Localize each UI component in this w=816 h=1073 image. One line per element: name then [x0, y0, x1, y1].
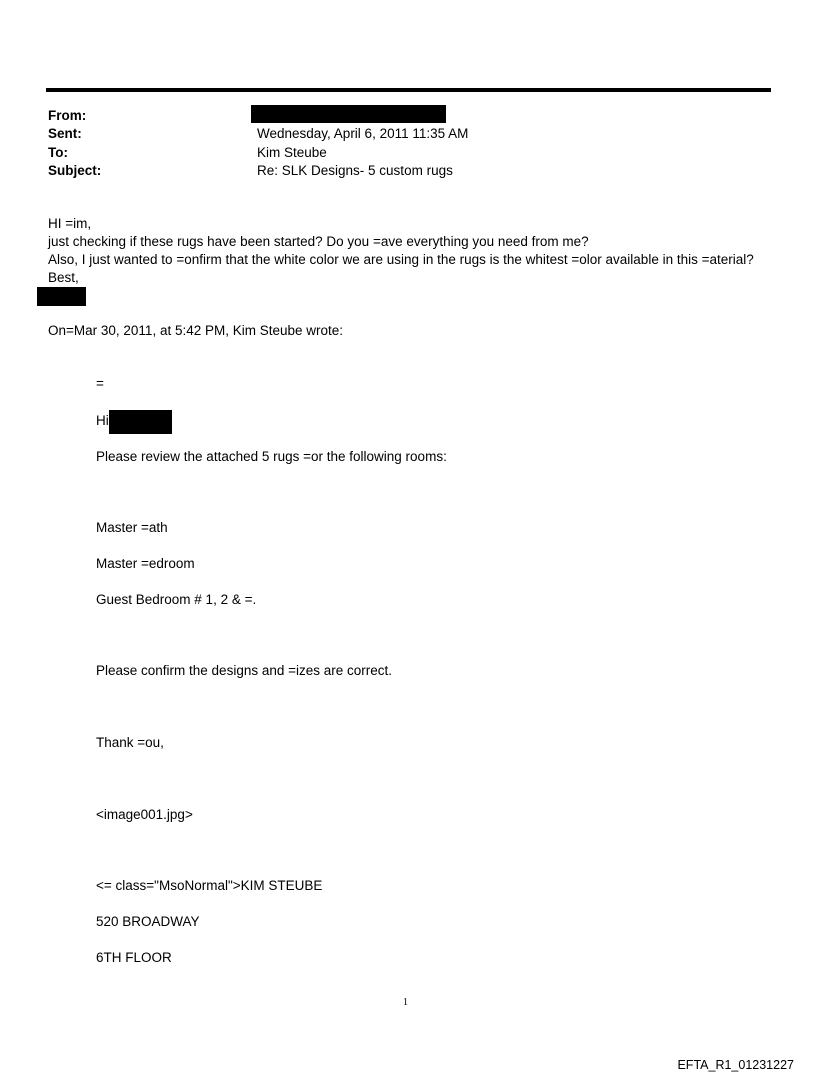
quoted-thanks: Thank =ou, [96, 735, 164, 750]
signature-name: <= class="MsoNormal">KIM STEUBE [96, 878, 323, 893]
subject-label: Subject: [48, 163, 102, 178]
to-value: Kim Steube [257, 145, 327, 160]
quote-intro: On=Mar 30, 2011, at 5:42 PM, Kim Steube wrote: [48, 323, 344, 338]
page-number: 1 [403, 997, 408, 1008]
message-line: just checking if these rugs have been started? Do you =ave everything you need from me? [48, 234, 589, 249]
subject-value: Re: SLK Designs- 5 custom rugs [257, 163, 453, 178]
sent-value: Wednesday, April 6, 2011 11:35 AM [257, 126, 469, 141]
quoted-room: Guest Bedroom # 1, 2 & =. [96, 592, 257, 607]
from-label: From: [48, 108, 87, 123]
message-line: Also, I just wanted to =onfirm that the white color we are using in the rugs is the whitest =olor available in this =aterial? [48, 252, 754, 267]
quoted-room: Master =ath [96, 520, 168, 535]
message-greeting: HI =im, [48, 216, 92, 231]
redacted-sender [251, 105, 446, 123]
quoted-room: Master =edroom [96, 556, 195, 571]
sent-label: Sent: [48, 126, 82, 141]
signature-address: 520 BROADWAY [96, 914, 200, 929]
document-id: EFTA_R1_01231227 [677, 1058, 794, 1072]
redacted-recipient-name [109, 410, 172, 434]
to-label: To: [48, 145, 68, 160]
header-divider [46, 88, 771, 92]
message-signoff: Best, [48, 270, 79, 285]
signature-address: 6TH FLOOR [96, 950, 172, 965]
quoted-review: Please review the attached 5 rugs =or the following rooms: [96, 449, 447, 464]
quoted-greeting: Hi [96, 413, 109, 428]
quoted-image-placeholder: <image001.jpg> [96, 807, 193, 822]
redacted-signature [37, 287, 86, 306]
quoted-eq: = [96, 376, 104, 391]
quoted-confirm: Please confirm the designs and =izes are correct. [96, 663, 393, 678]
